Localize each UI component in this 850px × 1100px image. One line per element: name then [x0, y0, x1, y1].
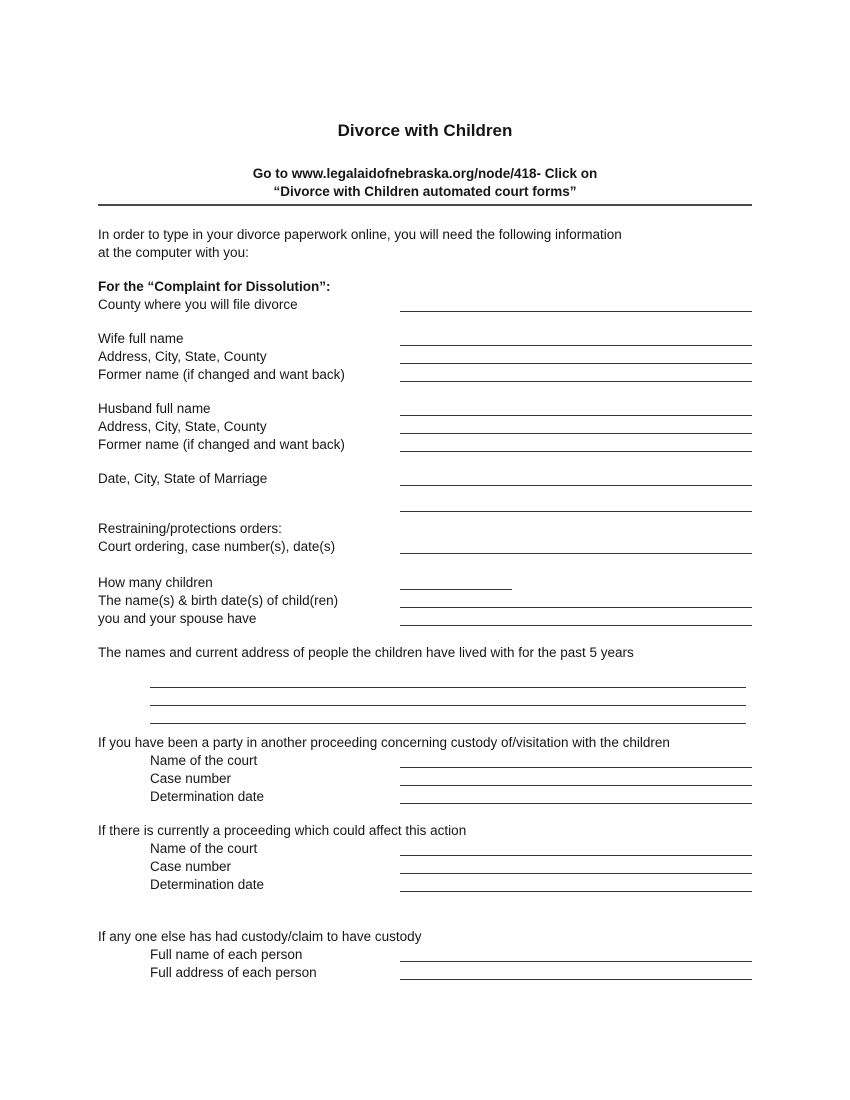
fill-line: [400, 946, 752, 962]
current-proceeding-group: [98, 822, 752, 894]
field-label: Full address of each person: [150, 965, 317, 980]
field-row-husband-address: [98, 418, 752, 436]
field-row-person-address: [98, 964, 752, 982]
field-label: Name of the court: [150, 753, 258, 768]
field-row-county: [98, 296, 752, 314]
restraining-heading: Restraining/protections orders:: [98, 521, 282, 536]
field-label: County where you will file divorce: [98, 297, 298, 312]
intro-line-1: In order to type in your divorce paperwork online, you will need the following information: [98, 227, 622, 242]
children-group: [98, 574, 752, 628]
field-row-prior-determination-date: [98, 788, 752, 806]
fill-line: [400, 610, 752, 626]
prior-proceeding-group: [98, 734, 752, 806]
fill-line: [400, 876, 752, 892]
field-row-children-names-cont: [98, 610, 752, 628]
field-row-marriage: [98, 470, 752, 488]
field-row-wife-address: [98, 348, 752, 366]
field-row-wife-former-name: [98, 366, 752, 384]
fill-line: [400, 964, 752, 980]
field-label: Name of the court: [150, 841, 258, 856]
fill-line: [400, 296, 752, 312]
field-row-prior-court-name: [98, 752, 752, 770]
field-label: Address, City, State, County: [98, 419, 267, 434]
field-label: Wife full name: [98, 331, 184, 346]
field-row-husband-former-name: [98, 436, 752, 454]
field-row-person-name: [98, 946, 752, 964]
fill-line: [400, 400, 752, 416]
fill-line: [400, 840, 752, 856]
lived-with-lines: [98, 670, 752, 724]
fill-line: [400, 592, 752, 608]
fill-line: [400, 366, 752, 382]
field-label: Address, City, State, County: [98, 349, 267, 364]
field-label: Case number: [150, 859, 232, 874]
fill-line: [400, 858, 752, 874]
subtitle-line-2: “Divorce with Children automated court forms”: [273, 184, 577, 199]
other-custody-group: [98, 928, 752, 982]
field-label: Case number: [150, 771, 232, 786]
current-proceeding-heading: If there is currently a proceeding which could affect this action: [98, 823, 467, 838]
field-label: How many children: [98, 575, 213, 590]
intro-line-2: at the computer with you:: [98, 245, 249, 260]
field-label: Determination date: [150, 877, 265, 892]
complaint-section-heading: For the “Complaint for Dissolution”:: [98, 279, 331, 294]
field-label: Full name of each person: [150, 947, 303, 962]
husband-group: [98, 400, 752, 454]
fill-line-block: [150, 706, 746, 724]
fill-line-short: [400, 574, 512, 590]
field-row-prior-case-number: [98, 770, 752, 788]
field-row-court-ordering: [98, 538, 752, 556]
field-row-wife-name: [98, 330, 752, 348]
field-row-children-names: [98, 592, 752, 610]
field-label: you and your spouse have: [98, 611, 257, 626]
other-custody-heading: If any one else has had custody/claim to have custody: [98, 929, 422, 944]
document-subtitle: [98, 165, 752, 201]
fill-line: [400, 418, 752, 434]
field-row-current-determination-date: [98, 876, 752, 894]
fill-line: [400, 436, 752, 452]
fill-line: [400, 752, 752, 768]
fill-line-block: [150, 670, 746, 688]
horizontal-divider: [98, 204, 752, 206]
field-row-children-count: [98, 574, 752, 592]
prior-proceeding-heading: If you have been a party in another proceeding concerning custody of/visitation with the children: [98, 735, 670, 750]
document-title: Divorce with Children: [337, 121, 513, 140]
field-row-current-court-name: [98, 840, 752, 858]
fill-line: [400, 330, 752, 346]
lived-with-heading: The names and current address of people the children have lived with for the past 5 years: [98, 645, 634, 660]
field-label: Court ordering, case number(s), date(s): [98, 539, 336, 554]
field-label: Husband full name: [98, 401, 211, 416]
fill-line: [400, 496, 752, 512]
field-label: Former name (if changed and want back): [98, 367, 345, 382]
field-row-current-case-number: [98, 858, 752, 876]
fill-line: [400, 770, 752, 786]
marriage-group: [98, 470, 752, 514]
restraining-group: [98, 520, 752, 556]
subtitle-line-1: Go to www.legalaidofnebraska.org/node/418- Click on: [252, 166, 598, 181]
field-label: Determination date: [150, 789, 265, 804]
field-label: Former name (if changed and want back): [98, 437, 345, 452]
fill-line: [400, 788, 752, 804]
intro-paragraph: [98, 226, 752, 262]
field-label-empty: [98, 496, 400, 514]
field-row-husband-name: [98, 400, 752, 418]
field-label: The name(s) & birth date(s) of child(ren): [98, 593, 339, 608]
fill-line: [400, 470, 752, 486]
fill-line: [400, 348, 752, 364]
fill-line-block: [150, 688, 746, 706]
fill-line: [400, 538, 752, 554]
wife-group: [98, 330, 752, 384]
field-label: Date, City, State of Marriage: [98, 471, 268, 486]
field-row-marriage-extra: [98, 496, 752, 514]
